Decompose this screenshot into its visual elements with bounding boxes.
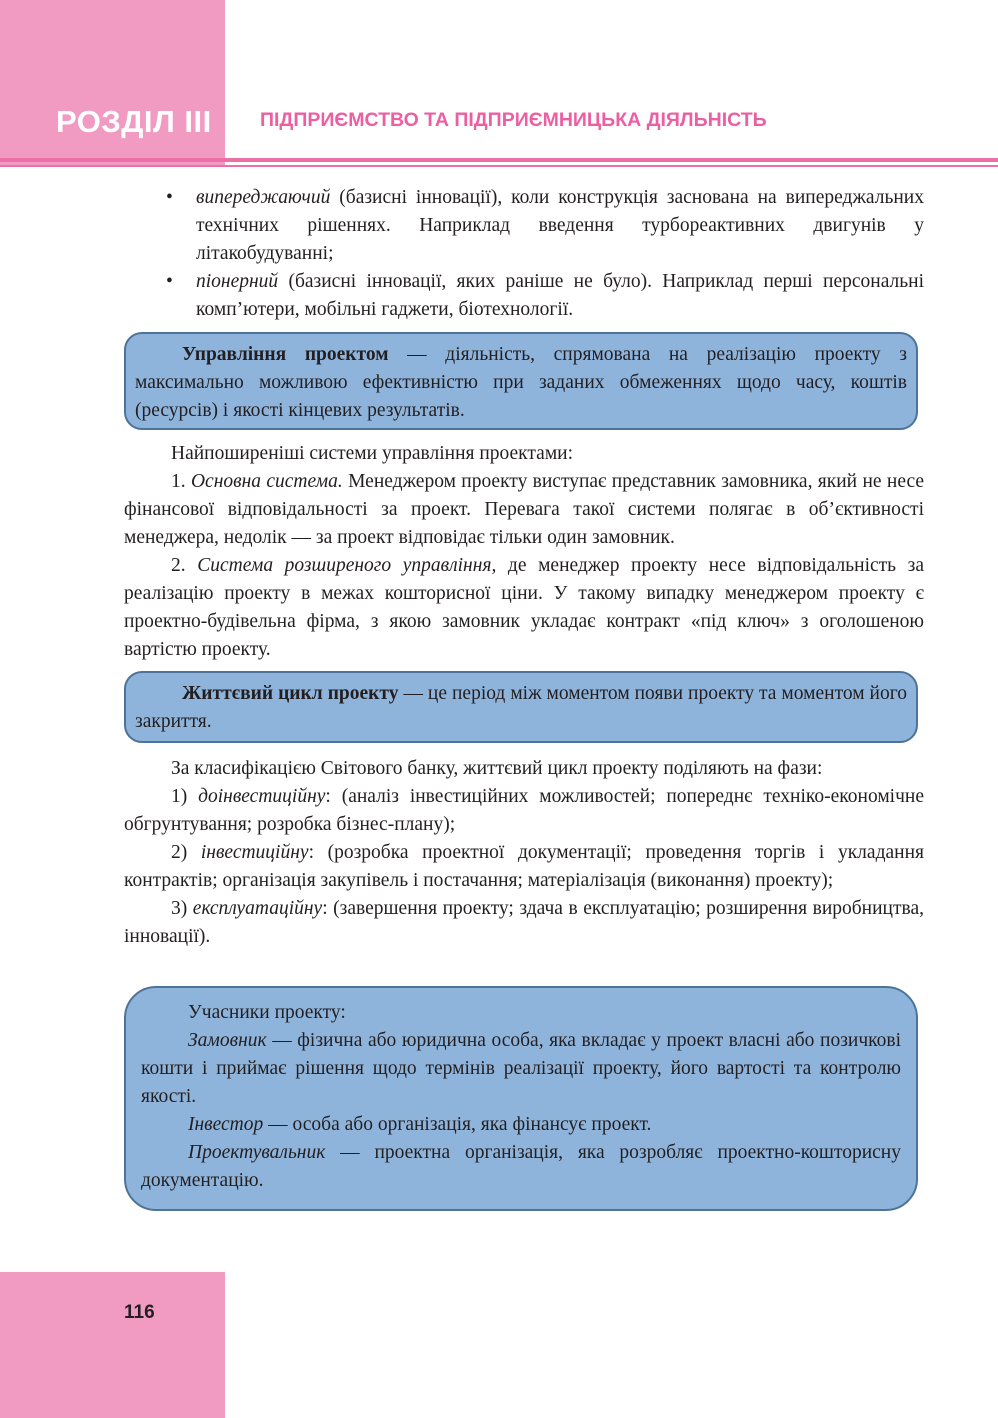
participant-term: Інвестор xyxy=(188,1114,264,1135)
participant-item xyxy=(141,1111,901,1139)
system-name: Система розширеного управління, xyxy=(197,555,497,576)
bullet-text: (базисні інновації, яких раніше не було). Наприклад перші персональні комп’ютери, мобільні гаджети, біотехнології. xyxy=(196,271,924,320)
phase-name: інвестиційну xyxy=(200,842,309,863)
system-item: 1. Основна система. Менеджером проекту виступає представник замовника, який не несе фінансової відповідальності за проект. Перевага такої системи полягає в об’єктивності менеджера, недолік — за проект відповідає тільки один замовник. xyxy=(124,471,925,548)
definition-term: Життєвий цикл проекту xyxy=(182,683,399,704)
participant-item xyxy=(141,1027,901,1111)
chapter-title: ПІДПРИЄМСТВО ТА ПІДПРИЄМНИЦЬКА ДІЯЛЬНІСТЬ xyxy=(260,109,767,131)
participant-text: — фізична або юридична особа, яка вкладає у проект власні або позичкові кошти і приймає рішення щодо термінів реалізації проекту, його вартості та контролю якості. xyxy=(141,1030,901,1107)
participant-text: — особа або організація, яка фінансує проект. xyxy=(263,1114,652,1135)
definition-box-project-management xyxy=(124,332,918,430)
phase-name: доінвестиційну xyxy=(198,786,326,807)
bullet-item xyxy=(196,268,924,324)
header-rule-thin xyxy=(0,165,998,167)
definition-text: — це період між моментом появи проекту та моментом його закриття. xyxy=(135,683,907,732)
phase-text: : (розробка проектної документації; проведення торгів і укладання контрактів; організація закупівель і постачання; матеріалізація (виконання) проекту); xyxy=(124,842,924,891)
page-number: 116 xyxy=(124,1302,155,1323)
bullet-term: випереджаючий xyxy=(196,187,331,208)
definition-box-life-cycle xyxy=(124,671,918,743)
participant-term: Замовник xyxy=(188,1030,267,1051)
chapter-label: РОЗДІЛ III xyxy=(56,104,212,139)
definition-term: Управління проектом xyxy=(182,344,389,365)
participants-box xyxy=(124,986,918,1211)
phase-item: 3) експлуатаційну: (завершення проекту; здача в експлуатацію; розширення виробництва, інновації). xyxy=(124,898,924,947)
definition-paragraph xyxy=(135,341,907,425)
system-name: Основна система. xyxy=(190,471,343,492)
phases-section xyxy=(124,755,924,951)
system-text: де менеджер проекту несе відповідальність за реалізацію проекту в межах кошторисної ціни. У такому випадку менеджером проекту є проектно-будівельна фірма, з якою замовник укладає контракт «під ключ» з оголошеною вартістю проекту. xyxy=(124,555,924,660)
definition-paragraph xyxy=(135,680,907,736)
phase-item: 1) доінвестиційну: (аналіз інвестиційних можливостей; попереднє техніко-економічне обгрунтування; розробка бізнес-плану); xyxy=(124,786,924,835)
systems-intro: Найпоширеніші системи управління проектами: xyxy=(171,443,574,464)
phase-text: : (завершення проекту; здача в експлуатацію; розширення виробництва, інновації). xyxy=(124,898,924,947)
system-item: 2. Система розширеного управління, де менеджер проекту несе відповідальність за реалізацію проекту в межах кошторисної ціни. У такому випадку менеджером проекту є проектно-будівельна фірма, з якою замовник укладає контракт «під ключ» з оголошеною вартістю проекту. xyxy=(124,555,924,660)
bullet-term: піонерний xyxy=(196,271,279,292)
phases-intro: За класифікацією Світового банку, життєвий цикл проекту поділяють на фази: xyxy=(171,758,823,779)
systems-section xyxy=(124,440,924,664)
header-rule xyxy=(0,158,998,162)
participants-title: Учасники проекту: xyxy=(188,1002,346,1023)
phase-text: : (аналіз інвестиційних можливостей; попереднє техніко-економічне обгрунтування; розробка бізнес-плану); xyxy=(124,786,924,835)
participant-term: Проектувальник xyxy=(188,1142,326,1163)
bullet-list xyxy=(196,184,924,324)
phase-name: експлуатаційну xyxy=(192,898,323,919)
definition-text: — діяльність, спрямована на реалізацію проекту з максимально можливою ефективністю при заданих обмеженнях щодо часу, коштів (ресурсів) і якості кінцевих результатів. xyxy=(135,344,907,421)
phase-item: 2) інвестиційну: (розробка проектної документації; проведення торгів і укладання контрактів; організація закупівель і постачання; матеріалізація (виконання) проекту); xyxy=(124,842,924,891)
bullet-text: (базисні інновації), коли конструкція заснована на випереджальних технічних рішеннях. Наприклад введення турбореактивних двигунів у літакобудуванні; xyxy=(196,187,924,264)
bullet-item xyxy=(196,184,924,268)
participant-item xyxy=(141,1139,901,1195)
participant-text: — проектна організація, яка розробляє проектно-кошторисну документацію. xyxy=(141,1142,901,1191)
footer-pink-band xyxy=(0,1272,225,1418)
system-text: Менеджером проекту виступає представник замовника, який не несе фінансової відповідальності за проект. Перевага такої системи полягає в об’єктивності менеджера, недолік — за проект відповідає тільки один замовник. xyxy=(124,471,925,548)
header-pink-band xyxy=(0,0,225,165)
